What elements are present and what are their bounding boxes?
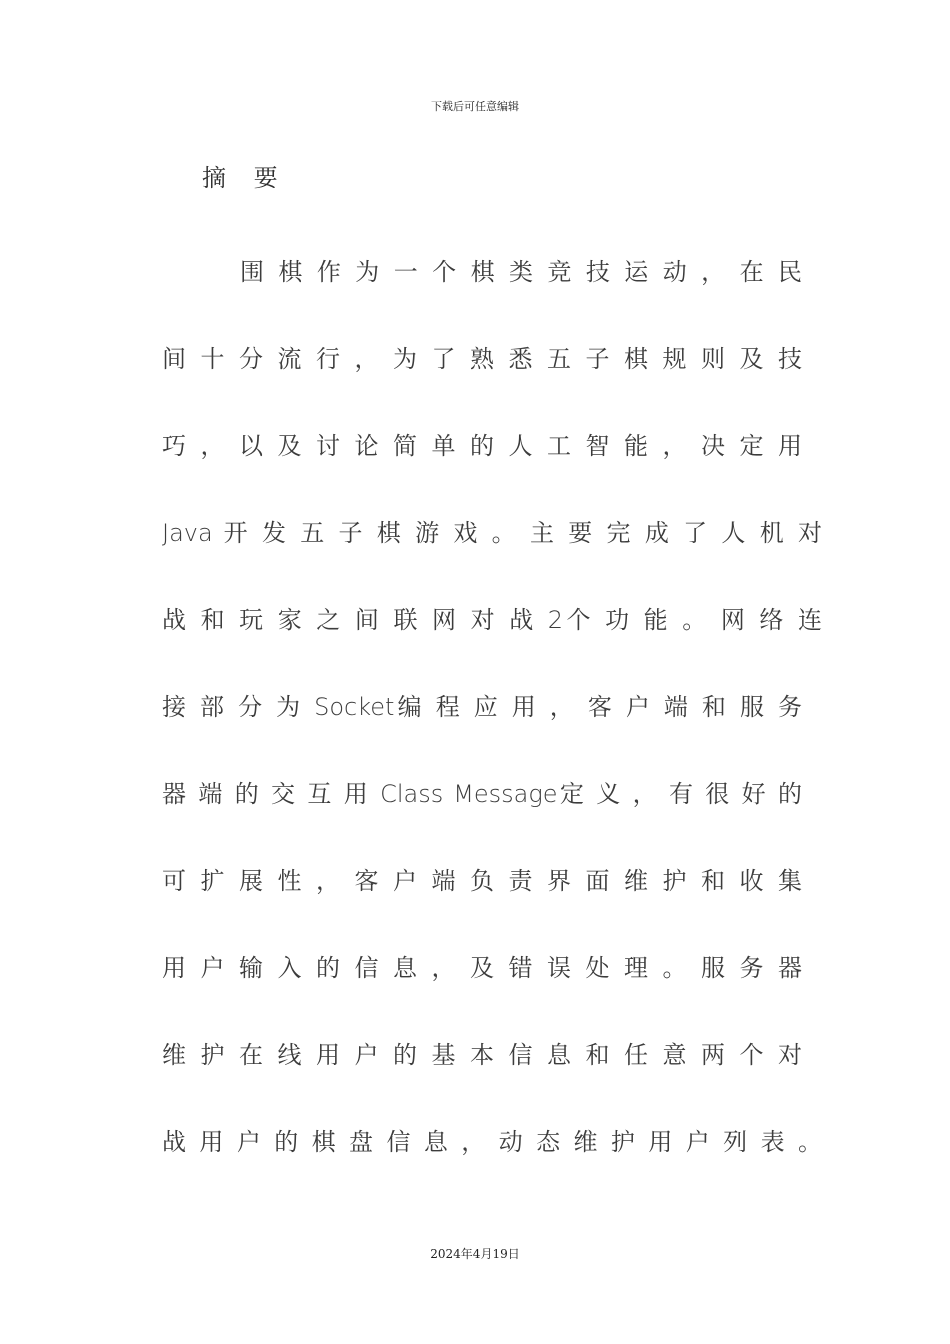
paragraph-line: Java 开 发 五 子 棋 游 戏 。 主 要 完 成 了 人 机 对 [162, 519, 822, 547]
paragraph-line: 围 棋 作 为 一 个 棋 类 竞 技 运 动 ， 在 民 [240, 258, 802, 286]
paragraph-line: 间 十 分 流 行 ， 为 了 熟 悉 五 子 棋 规 则 及 技 [162, 345, 802, 373]
paragraph-line: 战 用 户 的 棋 盘 信 息 ， 动 态 维 护 用 户 列 表 。 [162, 1128, 822, 1156]
paragraph-line: 巧 ， 以 及 讨 论 简 单 的 人 工 智 能 ， 决 定 用 [162, 432, 802, 460]
paragraph-line: 接 部 分 为 Socket编 程 应 用 ， 客 户 端 和 服 务 [162, 693, 802, 721]
paragraph-line: 器 端 的 交 互 用 Class Message定 义 ， 有 很 好 的 [162, 780, 802, 808]
page-footer-date: 2024年4月19日 [430, 1247, 520, 1261]
section-heading: 摘 要 [202, 164, 288, 192]
paragraph-line: 战 和 玩 家 之 间 联 网 对 战 2个 功 能 。 网 络 连 [162, 606, 822, 634]
paragraph-line: 维 护 在 线 用 户 的 基 本 信 息 和 任 意 两 个 对 [162, 1041, 802, 1069]
page-header: 下载后可任意编辑 [431, 100, 519, 113]
paragraph-line: 可 扩 展 性 ， 客 户 端 负 责 界 面 维 护 和 收 集 [162, 867, 802, 895]
paragraph-line: 用 户 输 入 的 信 息 ， 及 错 误 处 理 。 服 务 器 [162, 954, 802, 982]
